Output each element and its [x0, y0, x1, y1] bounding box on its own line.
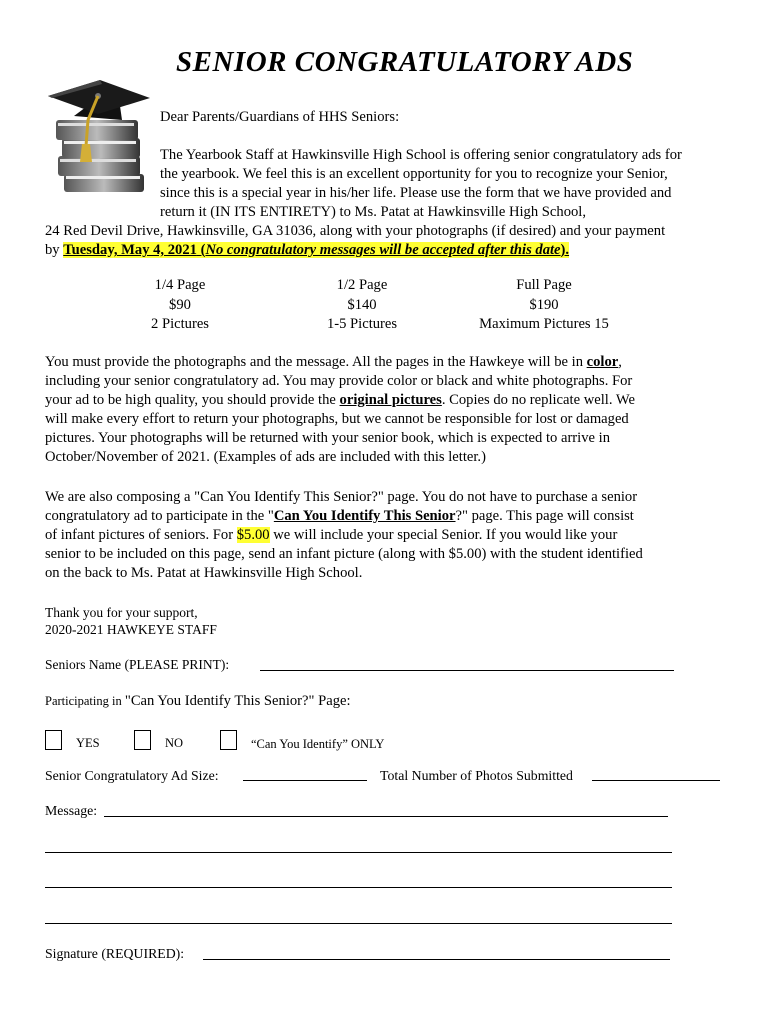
photo-para-line [45, 391, 635, 410]
deadline-open: ( [196, 242, 206, 258]
pricing-price: $90 [169, 296, 191, 313]
photo-para-text: You must provide the photographs and the message. All the pages in the Hawkeye will be in [45, 354, 587, 370]
no-checkbox[interactable] [134, 730, 151, 750]
salutation: Dear Parents/Guardians of HHS Seniors: [160, 109, 400, 125]
photos-count-label: Total Number of Photos Submitted [380, 768, 573, 783]
yes-label: YES [76, 736, 100, 750]
pricing-full-page [454, 276, 634, 335]
deadline-prefix: by [45, 242, 64, 258]
pricing-size: 1/2 Page [336, 277, 388, 293]
identify-only-label: “Can You Identify” ONLY [251, 737, 385, 751]
message-label: Message: [45, 803, 98, 818]
deadline-note: No congratulatory messages will be accepted after this date [205, 242, 561, 258]
pricing-size: Full Page [516, 277, 572, 293]
intro-line: return it (IN ITS ENTIRETY) to Ms. Patat at Hawkinsville High School, [160, 204, 586, 220]
color-emphasis: color [586, 354, 619, 370]
identify-para-line [45, 507, 634, 526]
pricing-quarter-page [110, 276, 250, 335]
photo-para-text: your ad to be high quality, you should provide the [45, 392, 340, 408]
pricing-pictures: Maximum Pictures 15 [479, 316, 609, 332]
intro-line: the yearbook. We feel this is an excellent opportunity for you to recognize your Senior, [160, 166, 668, 182]
closing-staff: 2020-2021 HAWKEYE STAFF [45, 622, 217, 637]
identify-para-line: senior to be included on this page, send an infant picture (along with $5.00) with the student identified [45, 546, 643, 562]
pricing-pictures: 1-5 Pictures [326, 316, 398, 332]
identify-para-line: on the back to Ms. Patat at Hawkinsville High School. [45, 565, 363, 581]
graduation-cap-books-icon [44, 76, 154, 200]
photo-para-line: will make every effort to return your photographs, but we cannot be responsible for lost or damaged [45, 411, 629, 427]
ad-size-label: Senior Congratulatory Ad Size: [45, 768, 219, 783]
page-title: SENIOR CONGRATULATORY ADS [176, 46, 634, 78]
fee-highlight: $5.00 [236, 527, 270, 543]
photo-para-line: including your senior congratulatory ad. You may provide color or black and white photographs. For [45, 373, 633, 389]
identify-para-line [45, 526, 617, 545]
participating-label [45, 692, 351, 711]
identify-para-text: congratulatory ad to participate in the " [45, 508, 274, 524]
photo-para-line [45, 353, 622, 372]
pricing-half-page [292, 276, 432, 335]
signature-field[interactable] [203, 959, 670, 960]
photo-para-line: pictures. Your photographs will be returned with your senior book, which is expected to arrive in [45, 430, 610, 446]
deadline-date: Tuesday, May 4, 2021 [63, 242, 197, 258]
deadline-line [45, 241, 569, 260]
photo-para-line: October/November of 2021. (Examples of ads are included with this letter.) [45, 449, 486, 465]
message-field-line[interactable] [45, 852, 672, 853]
participating-prefix: Participating in [45, 694, 125, 708]
message-field-line[interactable] [45, 923, 672, 924]
photo-para-text: , [618, 354, 622, 370]
pricing-price: $140 [347, 296, 377, 313]
identify-page-emphasis: Can You Identify This Senior [273, 508, 456, 524]
pricing-pictures: 2 Pictures [151, 316, 209, 332]
identify-para-text: ?" page. This page will consist [455, 508, 634, 524]
yes-checkbox[interactable] [45, 730, 62, 750]
identify-only-checkbox[interactable] [220, 730, 237, 750]
pricing-price: $190 [529, 296, 559, 313]
identify-para-text: we will include your special Senior. If you would like your [269, 527, 618, 543]
senior-name-field[interactable] [260, 670, 674, 671]
closing-thanks: Thank you for your support, [45, 605, 198, 620]
intro-line: The Yearbook Staff at Hawkinsville High School is offering senior congratulatory ads for [160, 147, 682, 163]
identify-para-line: We are also composing a "Can You Identify This Senior?" page. You do not have to purchase a senior [45, 489, 638, 505]
photo-para-text: . Copies do no replicate well. We [441, 392, 635, 408]
senior-name-label: Seniors Name (PLEASE PRINT): [45, 657, 230, 672]
photos-count-field[interactable] [592, 780, 720, 781]
message-field-line[interactable] [45, 887, 672, 888]
deadline-highlight [63, 242, 569, 258]
intro-line: 24 Red Devil Drive, Hawkinsville, GA 31036, along with your photographs (if desired) and your payment [45, 223, 666, 239]
original-pictures-emphasis: original pictures [339, 392, 442, 408]
ad-size-field[interactable] [243, 780, 367, 781]
intro-line: since this is a special year in his/her life. Please use the form that we have provided and [160, 185, 672, 201]
identify-para-text: of infant pictures of seniors. For [45, 527, 237, 543]
signature-label: Signature (REQUIRED): [45, 946, 185, 961]
deadline-close: ). [560, 242, 570, 258]
pricing-size: 1/4 Page [154, 277, 206, 293]
message-field-line[interactable] [104, 816, 668, 817]
no-label: NO [165, 736, 184, 750]
participating-question: "Can You Identify This Senior?" Page: [124, 693, 351, 709]
